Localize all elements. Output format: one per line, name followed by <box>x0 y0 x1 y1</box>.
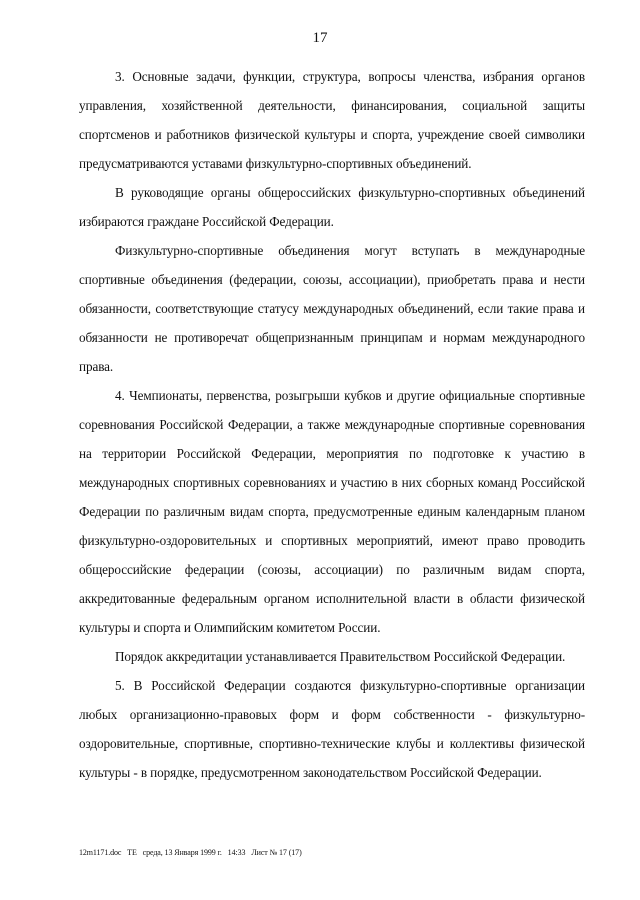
page-number: 17 <box>312 30 328 46</box>
document-footer <box>79 848 306 857</box>
paragraph: Физкультурно-спортивные объединения могут вступать в международные спортивные объединения (федерации, союзы, ассоциации), приобретать права и нести обязанности, соответствующие статусу международных объединений, если такие права и обязанности не противоречат общепризнанным принципам и нормам международного права. <box>79 243 585 374</box>
footer-filename: 12m1171.doc <box>79 848 122 857</box>
paragraph: 4. Чемпионаты, первенства, розыгрыши кубков и другие официальные спортивные соревнования Российской Федерации, а также международные спортивные соревнования на территории Российской Федерации, мероприятия по подготовке к участию в международных спортивных соревнованиях и участию в них сборных команд Российской Федерации по различным видам спорта, предусмотренные единым календарным планом физкультурно-оздоровительных и спортивных мероприятий, имеют право проводить общероссийские федерации (союзы, ассоциации) по различным видам спорта, аккредитованные федеральным органом исполнительной власти в области физической культуры и спорта и Олимпийским комитетом России. <box>79 388 585 635</box>
footer-sheet: Лист № 17 (17) <box>251 848 302 857</box>
document-body <box>79 62 585 787</box>
paragraph: 3. Основные задачи, функции, структура, вопросы членства, избрания органов управления, хозяйственной деятельности, финансирования, социальной защиты спортсменов и работников физической культуры и спорта, учреждение своей символики предусматриваются уставами физкультурно-спортивных объединений. <box>79 69 585 171</box>
footer-author: TE <box>127 848 137 857</box>
footer-date: среда, 13 Января 1999 г. <box>142 848 222 857</box>
paragraph: 5. В Российской Федерации создаются физкультурно-спортивные организации любых организационно-правовых форм и форм собственности - физкультурно-оздоровительные, спортивные, спортивно-технические клубы и коллективы физической культуры - в порядке, предусмотренном законодательством Российской Федерации. <box>79 678 585 780</box>
footer-time: 14:33 <box>227 848 246 857</box>
paragraph: Порядок аккредитации устанавливается Правительством Российской Федерации. <box>115 649 566 664</box>
paragraph: В руководящие органы общероссийских физкультурно-спортивных объединений избираются граждане Российской Федерации. <box>79 185 585 229</box>
